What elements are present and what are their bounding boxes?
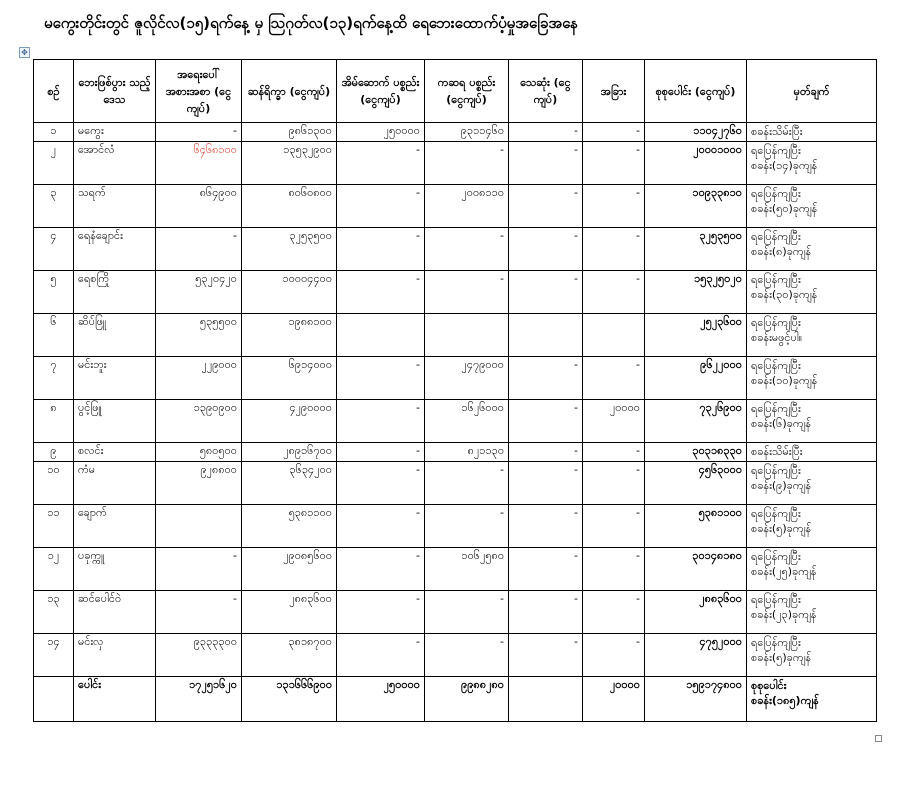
row-total: ၃၀၃၁၈၃၃၀	[645, 443, 747, 462]
remark-line: စခန်း(၈)ခုကျန်	[751, 245, 812, 258]
table-move-handle-icon[interactable]: ✥	[19, 47, 30, 58]
food-cost: ၆၄၆၈၁၀၀	[156, 142, 242, 185]
row-number: ၂	[34, 142, 74, 185]
remark	[747, 505, 877, 548]
supplies-cost: -	[425, 271, 509, 314]
food-cost: -	[156, 548, 242, 591]
deceased-cost: -	[509, 228, 583, 271]
deceased-cost: -	[509, 591, 583, 634]
rice-cost: ၉၈၆၁၃၀၀	[242, 123, 337, 142]
other-cost: -	[583, 357, 645, 400]
row-number: ၃	[34, 185, 74, 228]
food-cost: ၁၃၉၀၉၀၀	[156, 400, 242, 443]
remark-line: စခန်း(၁၄)ခုကျန်	[751, 159, 818, 172]
remark-line: စခန်း(၅)ခုကျန်	[751, 522, 812, 535]
housing-cost: -	[337, 271, 425, 314]
remark	[747, 142, 877, 185]
totals-label: ပေါင်း	[74, 677, 156, 722]
remark-line: ရပြေန်ကျပြီး	[751, 230, 801, 243]
column-header: သေဆုံး (ငွေကျပ်)	[509, 60, 583, 123]
remark	[747, 228, 877, 271]
column-header: ဆန်ရိက္ခာ (ငွေကျပ်)	[242, 60, 337, 123]
area-name: ဆင်ပေါင်ဝဲ	[74, 591, 156, 634]
row-number: ၁၀	[34, 462, 74, 505]
table-row	[34, 314, 877, 357]
other-cost: -	[583, 123, 645, 142]
table-row	[34, 634, 877, 677]
remark	[747, 591, 877, 634]
table-row	[34, 228, 877, 271]
row-number: ၆	[34, 314, 74, 357]
area-name: စလင်း	[74, 443, 156, 462]
rice-cost: ၃၂၅၃၅၀၀	[242, 228, 337, 271]
table-row	[34, 357, 877, 400]
remark-line: စခန်း(၅၀)ခုကျန်	[751, 202, 818, 215]
food-cost: ၅၈၀၅၀၀	[156, 443, 242, 462]
other-cost: -	[583, 443, 645, 462]
food-cost: ၉၂၈၈၀၀	[156, 462, 242, 505]
food-cost	[156, 505, 242, 548]
other-cost: -	[583, 228, 645, 271]
deceased-cost: -	[509, 548, 583, 591]
deceased-cost: -	[509, 123, 583, 142]
other-cost: -	[583, 271, 645, 314]
total-food: ၁၇၂၅၁၆၂၀	[156, 677, 242, 722]
table-row	[34, 443, 877, 462]
row-total: ၃၀၁၄၈၁၈၀	[645, 548, 747, 591]
row-total: ၁၅၃၂၅၀၂၀	[645, 271, 747, 314]
column-header: ကဆရ ပစ္စည်း (ငွေကျပ်)	[425, 60, 509, 123]
total-other: ၂၀၀၀၀	[583, 677, 645, 722]
other-cost: -	[583, 142, 645, 185]
housing-cost: -	[337, 591, 425, 634]
supplies-cost: -	[425, 634, 509, 677]
remark-line: ရပြေန်ကျပြီး	[751, 273, 801, 286]
deceased-cost: -	[509, 400, 583, 443]
table-row	[34, 271, 877, 314]
deceased-cost: -	[509, 443, 583, 462]
row-number: ၈	[34, 400, 74, 443]
remark-line: စခန်း(၅)ခုကျန်	[751, 651, 812, 664]
area-name: သရက်	[74, 185, 156, 228]
rice-cost: ၄၂၉၀၀၀၀	[242, 400, 337, 443]
supplies-cost: -	[425, 462, 509, 505]
other-cost: -	[583, 591, 645, 634]
rice-cost: ၂၈၈၃၆၀၀	[242, 591, 337, 634]
food-cost: ၈၆၄၉၀၀	[156, 185, 242, 228]
table-row	[34, 400, 877, 443]
grand-total: ၁၅၉၁၇၄၈၀၀	[645, 677, 747, 722]
supplies-cost	[425, 314, 509, 357]
remark-line: ရပြေန်ကျပြီး	[751, 359, 801, 372]
other-cost: ၂၀၀၀၀	[583, 400, 645, 443]
housing-cost: -	[337, 142, 425, 185]
area-name: မင်းလှ	[74, 634, 156, 677]
deceased-cost: -	[509, 505, 583, 548]
supplies-cost: ၂၀၀၈၁၁၀	[425, 185, 509, 228]
row-total: ၂၀၀၀၁၀၀၀	[645, 142, 747, 185]
row-total: ၄၇၅၂၀၀၀	[645, 634, 747, 677]
rice-cost: ၁၃၅၃၂၉၀၀	[242, 142, 337, 185]
column-header: အခြား	[583, 60, 645, 123]
rice-cost: ၁၉၈၈၁၀၀	[242, 314, 337, 357]
area-name: မကွေး	[74, 123, 156, 142]
supplies-cost: ၈၂၁၁၃၀	[425, 443, 509, 462]
row-number: ၁၄	[34, 634, 74, 677]
rice-cost: ၂၈၉၁၆၇၀၀	[242, 443, 337, 462]
remark-line: စခန်း(၂၅)ခုကျန်	[751, 565, 817, 578]
row-total: ၃၂၅၃၅၀၀	[645, 228, 747, 271]
rice-cost: ၃၈၁၈၇၀၀	[242, 634, 337, 677]
other-cost: -	[583, 548, 645, 591]
remark	[747, 357, 877, 400]
remark-line: စခန်း(၁၈၅)ကျန်	[751, 694, 819, 707]
food-cost: -	[156, 591, 242, 634]
deceased-cost: -	[509, 357, 583, 400]
food-cost: ၅၃၂၀၄၂၀	[156, 271, 242, 314]
table-row	[34, 548, 877, 591]
row-total: ၅၃၈၁၁၀၀	[645, 505, 747, 548]
row-total: ၂၈၈၃၆၀၀	[645, 591, 747, 634]
row-number: ၁၃	[34, 591, 74, 634]
document-title: မကွေးတိုင်းတွင် ဇူလိုင်လ(၁၅)ရက်နေ့ မှ ဩဂုတ်လ(၁၃)ရက်နေ့ထိ ရေဘေးထောက်ပံ့မှုအခြေအနေ	[44, 14, 579, 32]
deceased-cost	[509, 314, 583, 357]
blank-cell	[34, 677, 74, 722]
remark-line: ရပြေန်ကျပြီး	[751, 507, 801, 520]
table-row	[34, 123, 877, 142]
total-housing: ၂၅၀၀၀၀	[337, 677, 425, 722]
remark-line: စုစုပေါင်း	[751, 679, 787, 692]
housing-cost: -	[337, 228, 425, 271]
row-total: ၂၅၂၃၆၀၀	[645, 314, 747, 357]
area-name: မင်းဘူး	[74, 357, 156, 400]
column-header: မှတ်ချက်	[747, 60, 877, 123]
row-number: ၁၁	[34, 505, 74, 548]
housing-cost: ၂၅၀၀၀၀	[337, 123, 425, 142]
supplies-cost: -	[425, 142, 509, 185]
remark-line: ရပြေန်ကျပြီး	[751, 187, 801, 200]
area-name: ရေနံချောင်း	[74, 228, 156, 271]
deceased-cost: -	[509, 142, 583, 185]
row-total: ၁၀၉၃၃၈၁၀	[645, 185, 747, 228]
table-row	[34, 462, 877, 505]
rice-cost: ၂၉၀၈၅၆၀၀	[242, 548, 337, 591]
total-supplies: ၉၉၈၈၂၈၀	[425, 677, 509, 722]
supplies-cost: ၂၄၇၉၀၀၀	[425, 357, 509, 400]
deceased-cost: -	[509, 462, 583, 505]
table-row	[34, 185, 877, 228]
table-body	[34, 123, 877, 722]
remark-line: ရပြေန်ကျပြီး	[751, 636, 801, 649]
row-number: ၉	[34, 443, 74, 462]
column-header: အိမ်ဆောက် ပစ္စည်း (ငွေကျပ်)	[337, 60, 425, 123]
supplies-cost: -	[425, 591, 509, 634]
food-cost: -	[156, 228, 242, 271]
remark	[747, 548, 877, 591]
row-number: ၇	[34, 357, 74, 400]
column-header: စုစုပေါင်း (ငွေကျပ်)	[645, 60, 747, 123]
area-name: ပွင့်ဖြူ	[74, 400, 156, 443]
food-cost: ၂၂၉၀၀၀	[156, 357, 242, 400]
remark-line: စခန်းသိမ်းပြီး	[751, 125, 803, 138]
deceased-cost: -	[509, 185, 583, 228]
food-cost: ၉၃၃၃၃၀၀	[156, 634, 242, 677]
other-cost: -	[583, 634, 645, 677]
remark-line: စခန်းမဖွင့်ပါ။	[751, 331, 803, 344]
remark-line: ရပြေန်ကျပြီး	[751, 550, 801, 563]
remark	[747, 123, 877, 142]
supplies-cost: ၁၆၂၆၀၀၀	[425, 400, 509, 443]
housing-cost: -	[337, 548, 425, 591]
table-row	[34, 591, 877, 634]
food-cost: ၅၃၅၅၀၀	[156, 314, 242, 357]
other-cost: -	[583, 185, 645, 228]
supplies-cost: ၁၀၆၂၅၈၀	[425, 548, 509, 591]
total-deceased	[509, 677, 583, 722]
supplies-cost: -	[425, 505, 509, 548]
remark-line: ရပြေန်ကျပြီး	[751, 316, 801, 329]
area-name: ချောက်	[74, 505, 156, 548]
totals-remark	[747, 677, 877, 722]
column-header: ဘေးဖြစ်ပွား သည့်ဒေသ	[74, 60, 156, 123]
area-name: အောင်လံ	[74, 142, 156, 185]
deceased-cost: -	[509, 271, 583, 314]
remark-line: စခန်း(၃၀)ခုကျန်	[751, 288, 818, 301]
row-total: ၉၆၂၂၀၀၀	[645, 357, 747, 400]
rice-cost: ၈၀၆၀၈၀၀	[242, 185, 337, 228]
other-cost	[583, 314, 645, 357]
remark	[747, 400, 877, 443]
remark	[747, 462, 877, 505]
deceased-cost: -	[509, 634, 583, 677]
rice-cost: ၅၃၈၁၁၀၀	[242, 505, 337, 548]
total-rice: ၁၃၁၆၆၆၉၀၀	[242, 677, 337, 722]
remark-line: စခန်း(၆)ခုကျန်	[751, 417, 812, 430]
row-number: ၄	[34, 228, 74, 271]
remark-line: စခန်း(၂၃)ခုကျန်	[751, 608, 817, 621]
column-header: အရေးပေါ် အစားအစာ (ငွေကျပ်)	[156, 60, 242, 123]
housing-cost: -	[337, 505, 425, 548]
row-total: ၇၃၂၆၉၀၀	[645, 400, 747, 443]
column-header: စဉ်	[34, 60, 74, 123]
row-number: ၅	[34, 271, 74, 314]
other-cost: -	[583, 505, 645, 548]
housing-cost: -	[337, 462, 425, 505]
table-row	[34, 505, 877, 548]
other-cost: -	[583, 462, 645, 505]
rice-cost: ၁၀၀၀၄၄၀၀	[242, 271, 337, 314]
remark-line: စခန်းသိမ်းပြီး	[751, 445, 803, 458]
remark-line: စခန်း(၁၀)ခုကျန်	[751, 374, 818, 387]
housing-cost: -	[337, 443, 425, 462]
remark	[747, 634, 877, 677]
remark	[747, 185, 877, 228]
remark	[747, 271, 877, 314]
row-total: ၁၁၀၄၂၇၆၀	[645, 123, 747, 142]
remark	[747, 443, 877, 462]
row-number: ၁	[34, 123, 74, 142]
remark	[747, 314, 877, 357]
area-name: ကံမ	[74, 462, 156, 505]
area-name: ပခုက္ကူ	[74, 548, 156, 591]
supplies-cost: ၉၃၁၁၄၆၀	[425, 123, 509, 142]
rice-cost: ၃၆၃၄၂၀၀	[242, 462, 337, 505]
remark-line: ရပြေန်ကျပြီး	[751, 402, 801, 415]
area-name: ရေစကြို	[74, 271, 156, 314]
remark-line: စခန်း(၉)ခုကျန်	[751, 479, 812, 492]
remark-line: ရပြေန်ကျပြီး	[751, 144, 801, 157]
totals-row	[34, 677, 877, 722]
table-resize-handle[interactable]	[875, 735, 882, 742]
row-total: ၄၅၆၃၀၀၀	[645, 462, 747, 505]
food-cost: -	[156, 123, 242, 142]
table-header-row	[34, 60, 877, 123]
remark-line: ရပြေန်ကျပြီး	[751, 464, 801, 477]
rice-cost: ၆၉၁၄၀၀၀	[242, 357, 337, 400]
table-row	[34, 142, 877, 185]
housing-cost: -	[337, 357, 425, 400]
housing-cost: -	[337, 400, 425, 443]
row-number: ၁၂	[34, 548, 74, 591]
housing-cost: -	[337, 185, 425, 228]
housing-cost: -	[337, 634, 425, 677]
area-name: ဆိပ်ဖြူ	[74, 314, 156, 357]
relief-table	[33, 59, 877, 722]
remark-line: ရပြေန်ကျပြီး	[751, 593, 801, 606]
housing-cost	[337, 314, 425, 357]
supplies-cost: -	[425, 228, 509, 271]
